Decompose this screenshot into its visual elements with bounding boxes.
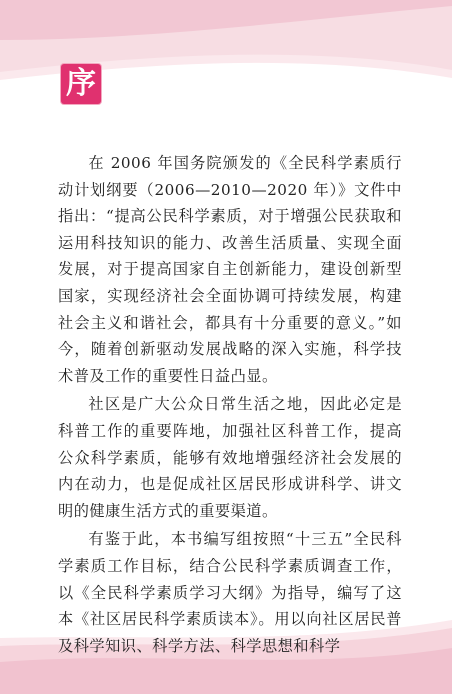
paragraph-1: 在 2006 年国务院颁发的《全民科学素质行动计划纲要（2006—2010—2020 年）》文件中指出：“提高公民科学素质，对于增强公民获取和运用科技知识的能力、改善生活质量、实现全面发展，对于提高国家自主创新能力，建设创新型国家，实现经济社会全面协调可持续发展，构建社会主义和谐社会，都具有十分重要的意义。”如今，随着创新驱动发展战略的深入实施，科学技术普及工作的重要性日益凸显。 — [58, 154, 402, 385]
preface-body — [58, 150, 402, 661]
paragraph-3: 有鉴于此，本书编写组按照“十三五”全民科学素质工作目标，结合公民科学素质调查工作，以《全民科学素质学习大纲》为指导，编写了这本《社区居民科学素质读本》。用以向社区居民普及科学知识、科学方法、科学思想和科学 — [58, 530, 402, 655]
preface-title-badge — [61, 64, 101, 104]
preface-title: 序 — [66, 66, 96, 101]
paragraph-2: 社区是广大公众日常生活之地，因此必定是科普工作的重要阵地，加强社区科普工作，提高公众科学素质，能够有效地增强经济社会发展的内在动力，也是促成社区居民形成讲科学、讲文明的健康生活方式的重要渠道。 — [58, 395, 402, 520]
